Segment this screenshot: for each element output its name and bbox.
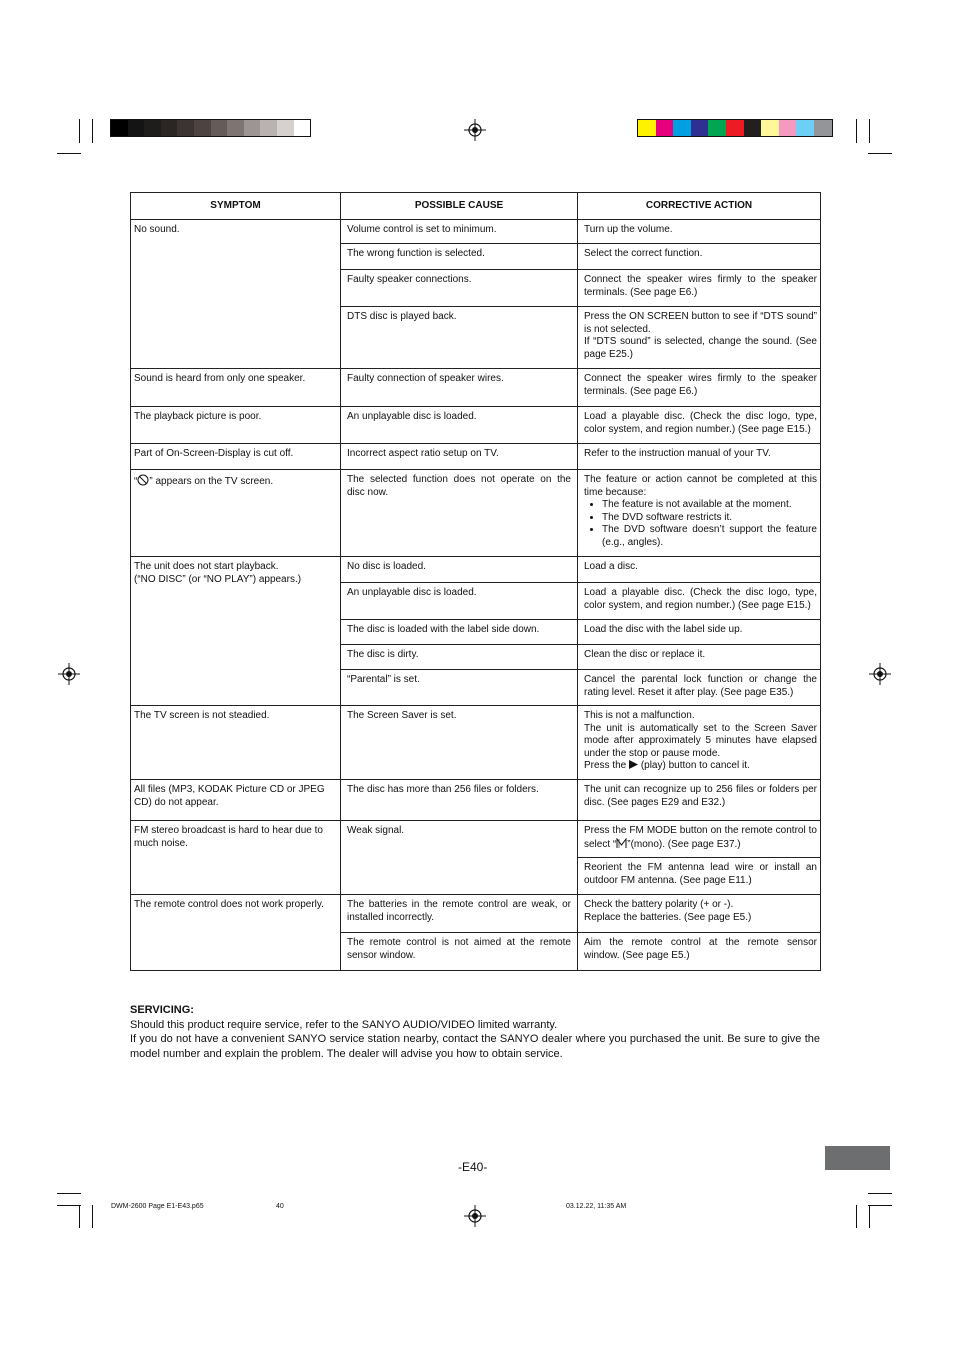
action-line: Press the ON SCREEN button to see if “DTS sound” is not selected.	[584, 311, 817, 335]
cause-cell: The Screen Saver is set.	[341, 706, 578, 780]
symptom-cell: Part of On-Screen-Display is cut off.	[131, 444, 341, 470]
prohibited-icon	[137, 474, 149, 486]
action-cell: Press the FM MODE button on the remote control to select “ ”(mono). (See page E37.)	[578, 821, 821, 858]
color-swatch	[194, 120, 211, 136]
color-swatch	[638, 120, 656, 136]
action-header: CORRECTIVE ACTION	[578, 193, 821, 220]
cause-cell: DTS disc is played back.	[341, 307, 578, 369]
servicing-heading: SERVICING:	[130, 1004, 194, 1016]
action-cell: Load a disc.	[578, 557, 821, 583]
table-row	[131, 821, 821, 858]
cause-cell: Incorrect aspect ratio setup on TV.	[341, 444, 578, 470]
color-swatch	[177, 120, 194, 136]
color-swatch	[144, 120, 161, 136]
color-swatch	[161, 120, 178, 136]
cause-cell: Faulty speaker connections.	[341, 270, 578, 307]
cause-cell: An unplayable disc is loaded.	[341, 583, 578, 620]
color-swatch	[814, 120, 832, 136]
servicing-text: Should this product require service, refer to the SANYO AUDIO/VIDEO limited warranty.	[130, 1018, 558, 1031]
symptom-cell: FM stereo broadcast is hard to hear due to much noise.	[131, 821, 341, 895]
servicing-text: If you do not have a convenient SANYO service station nearby, contact the SANYO dealer where you purchased the unit. Be sure to give the model number and explain the problem. The dealer will advise you how to obtain service.	[130, 1033, 820, 1060]
table-row	[131, 780, 821, 821]
page-tab	[825, 1146, 890, 1170]
color-swatch	[673, 120, 691, 136]
action-cell: Reorient the FM antenna lead wire or install an outdoor FM antenna. (See page E11.)	[578, 858, 821, 895]
cause-cell: The disc is loaded with the label side down.	[341, 620, 578, 645]
registration-target-icon	[58, 663, 80, 685]
registration-target-icon	[464, 1205, 486, 1227]
action-cell: Refer to the instruction manual of your TV.	[578, 444, 821, 470]
table-row	[131, 557, 821, 583]
table-row	[131, 470, 821, 557]
registration-target-icon	[869, 663, 891, 685]
cause-cell: Faulty connection of speaker wires.	[341, 369, 578, 407]
color-swatch	[708, 120, 726, 136]
action-cell: This is not a malfunction. The unit is automatically set to the Screen Saver mode after approximately 5 minutes have elapsed under the stop or pause mode. Press the (play) button to cancel it.	[578, 706, 821, 780]
cause-cell: Volume control is set to minimum.	[341, 220, 578, 244]
color-swatch	[779, 120, 797, 136]
symptom-cell: Sound is heard from only one speaker.	[131, 369, 341, 407]
color-swatch	[111, 120, 128, 136]
mono-icon	[616, 838, 627, 849]
color-swatch	[128, 120, 145, 136]
action-cell: Load a playable disc. (Check the disc logo, type, color system, and region number.) (See page E15.)	[578, 583, 821, 620]
color-swatch	[656, 120, 674, 136]
action-cell: Aim the remote control at the remote sensor window. (See page E5.)	[578, 933, 821, 971]
action-cell: Connect the speaker wires firmly to the speaker terminals. (See page E6.)	[578, 270, 821, 307]
page-number: -E40-	[458, 1160, 488, 1174]
footer-page: 40	[276, 1203, 284, 1210]
cause-cell: The disc has more than 256 files or folders.	[341, 780, 578, 821]
symptom-cell: The remote control does not work properly.	[131, 895, 341, 971]
action-cell: Clean the disc or replace it.	[578, 645, 821, 670]
color-swatch	[294, 120, 311, 136]
footer-filename: DWM-2600 Page E1-E43.p65	[111, 1203, 204, 1210]
symptom-header: SYMPTOM	[131, 193, 341, 220]
action-line: If “DTS sound” is selected, change the sound. (See page E25.)	[584, 336, 817, 360]
symptom-cell: All files (MP3, KODAK Picture CD or JPEG CD) do not appear.	[131, 780, 341, 821]
color-swatch	[796, 120, 814, 136]
cause-cell: The wrong function is selected.	[341, 244, 578, 270]
color-swatch	[244, 120, 261, 136]
troubleshooting-table	[130, 192, 821, 971]
table-row	[131, 444, 821, 470]
cause-cell: The batteries in the remote control are weak, or installed incorrectly.	[341, 895, 578, 933]
symptom-cell: The TV screen is not steadied.	[131, 706, 341, 780]
color-swatch	[726, 120, 744, 136]
action-cell: Connect the speaker wires firmly to the speaker terminals. (See page E6.)	[578, 369, 821, 407]
color-swatch	[277, 120, 294, 136]
action-cell	[578, 307, 821, 369]
list-item: • The feature is not available at the moment.	[602, 499, 817, 512]
symptom-cell: “ ” appears on the TV screen.	[131, 470, 341, 557]
list-item: • The DVD software restricts it.	[602, 512, 817, 525]
color-swatch	[227, 120, 244, 136]
cause-cell: An unplayable disc is loaded.	[341, 407, 578, 444]
color-swatch	[260, 120, 277, 136]
list-item: • The DVD software doesn’t support the feature (e.g., angles).	[602, 524, 817, 549]
action-cell: Load the disc with the label side up.	[578, 620, 821, 645]
process-color-bar	[637, 119, 833, 137]
grayscale-color-bar	[110, 119, 311, 137]
color-swatch	[211, 120, 228, 136]
symptom-cell: The unit does not start playback. (“NO DISC” (or “NO PLAY”) appears.)	[131, 557, 341, 706]
action-cell: Load a playable disc. (Check the disc logo, type, color system, and region number.) (See page E15.)	[578, 407, 821, 444]
color-swatch	[761, 120, 779, 136]
cause-cell: Weak signal.	[341, 821, 578, 895]
table-header-row	[131, 193, 821, 220]
registration-target-icon	[464, 119, 486, 141]
color-swatch	[744, 120, 762, 136]
cause-cell: “Parental” is set.	[341, 670, 578, 706]
table-row	[131, 706, 821, 780]
table-row	[131, 369, 821, 407]
action-cell: Turn up the volume.	[578, 220, 821, 244]
play-icon	[629, 760, 638, 769]
table-row	[131, 220, 821, 244]
cause-cell: The remote control is not aimed at the remote sensor window.	[341, 933, 578, 971]
symptom-cell: No sound.	[131, 220, 341, 369]
symptom-cell: The playback picture is poor.	[131, 407, 341, 444]
servicing-section	[130, 1003, 820, 1061]
table-row	[131, 895, 821, 933]
cause-cell: The selected function does not operate on the disc now.	[341, 470, 578, 557]
action-cell: Cancel the parental lock function or change the rating level. Reset it after play. (See page E35.)	[578, 670, 821, 706]
action-cell: The feature or action cannot be completed at this time because: • The feature is not available at the moment. • The DVD software restricts it. • The DVD software doesn’t support the feature (e.g., angles).	[578, 470, 821, 557]
action-cell: Select the correct function.	[578, 244, 821, 270]
cause-header: POSSIBLE CAUSE	[341, 193, 578, 220]
color-swatch	[691, 120, 709, 136]
cause-cell: No disc is loaded.	[341, 557, 578, 583]
table-row	[131, 407, 821, 444]
action-cell: The unit can recognize up to 256 files or folders per disc. (See pages E29 and E32.)	[578, 780, 821, 821]
action-bullet-list	[584, 499, 817, 549]
action-cell: Check the battery polarity (+ or -). Replace the batteries. (See page E5.)	[578, 895, 821, 933]
footer-date: 03.12.22, 11:35 AM	[566, 1203, 627, 1210]
cause-cell: The disc is dirty.	[341, 645, 578, 670]
